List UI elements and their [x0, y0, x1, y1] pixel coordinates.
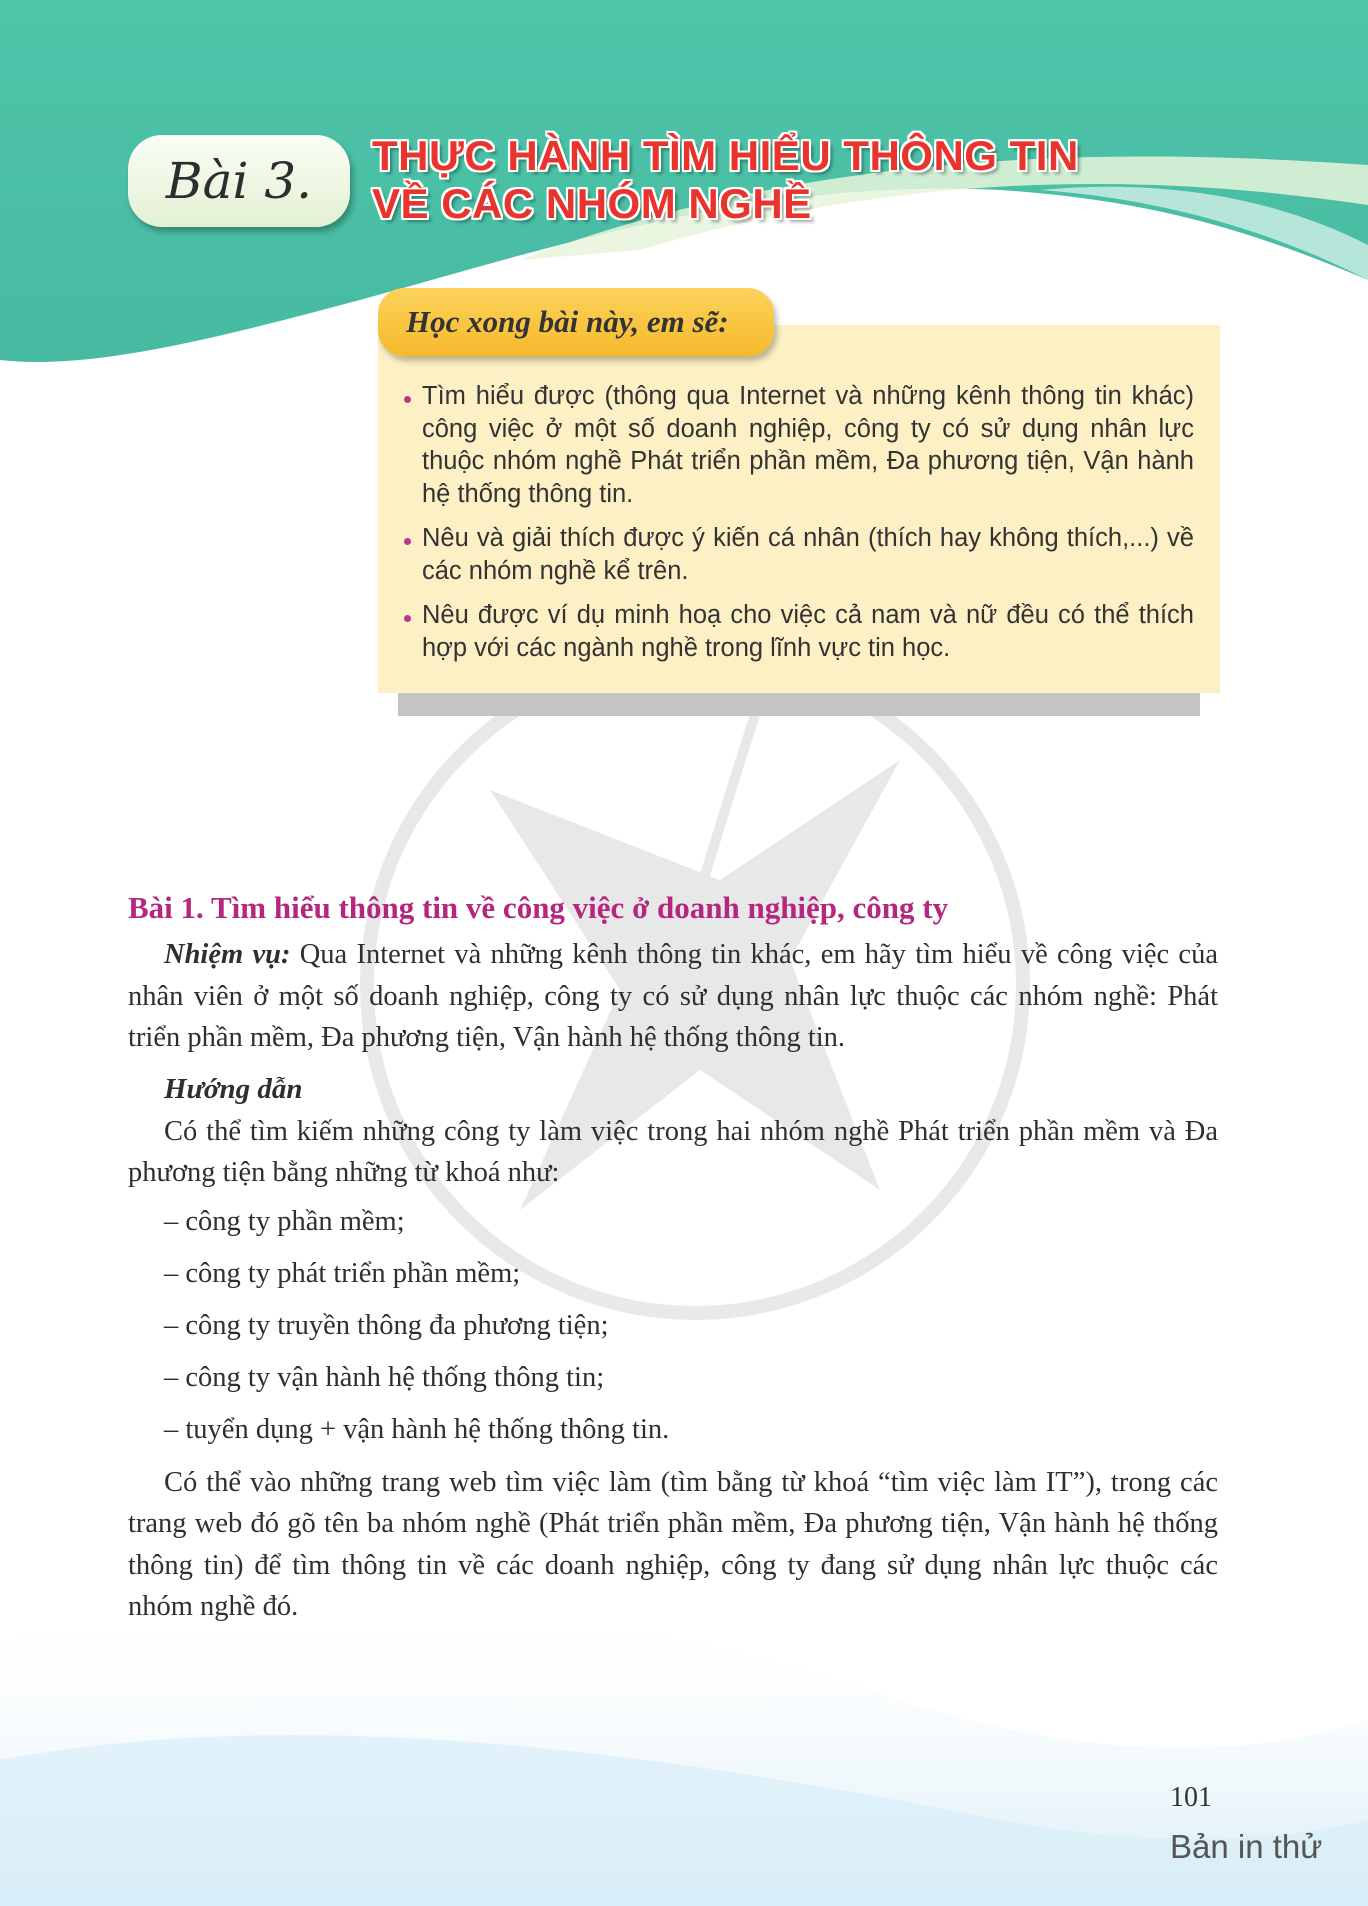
- keyword-item: – công ty phần mềm;: [164, 1205, 405, 1237]
- keyword-item: – công ty phát triển phần mềm;: [164, 1257, 521, 1289]
- objective-item: [404, 599, 1194, 664]
- task-text: Qua Internet và những kênh thông tin khác, em hãy tìm hiểu về công việc của nhân viên ở một số doanh nghiệp, công ty có sử dụng nhân lực thuộc các nhóm nghề: Phát triển phần mềm, Đa phương tiện, Vận hành hệ thống thông tin.: [128, 939, 1218, 1053]
- keyword-item: – tuyển dụng + vận hành hệ thống thông tin.: [164, 1413, 670, 1445]
- guide-intro: Có thể tìm kiếm những công ty làm việc trong hai nhóm nghề Phát triển phần mềm và Đa phương tiện bằng những từ khoá như:: [128, 1115, 1218, 1188]
- keyword-list: [128, 1196, 1218, 1456]
- lesson-label: Bài 3.: [165, 152, 313, 210]
- objective-item: [404, 380, 1194, 510]
- task-label: Nhiệm vụ:: [164, 939, 291, 970]
- guide-heading: Hướng dẫn: [164, 1072, 303, 1105]
- objectives-heading-text: Học xong bài này, em sẽ:: [406, 304, 729, 339]
- objective-item: [404, 522, 1194, 587]
- draft-label: Bản in thử: [1170, 1828, 1323, 1865]
- closing-paragraph: Có thể vào những trang web tìm việc làm (tìm bằng từ khoá “tìm việc làm IT”), trong các trang web đó gõ tên ba nhóm nghề (Phát triển phần mềm, Đa phương tiện, Vận hành hệ thống thông tin) để tìm thông tin về các doanh nghiệp, công ty đang sử dụng nhân lực thuộc các nhóm nghề đó.: [128, 1466, 1218, 1622]
- lesson-title: [372, 132, 1079, 228]
- task-paragraph: [128, 934, 1218, 1059]
- page-number: 101: [1170, 1782, 1212, 1813]
- bullet-icon: [404, 615, 411, 622]
- objectives-heading: [378, 288, 774, 356]
- objectives-list: [404, 380, 1194, 676]
- lesson-title-line-1: THỰC HÀNH TÌM HIỂU THÔNG TIN: [372, 132, 1079, 179]
- exercise-title: Bài 1. Tìm hiểu thông tin về công việc ở doanh nghiệp, công ty: [128, 890, 949, 925]
- bullet-icon: [404, 538, 411, 545]
- lesson-title-line-2: VỀ CÁC NHÓM NGHỀ: [372, 180, 812, 227]
- bullet-icon: [404, 396, 411, 403]
- objective-text: Nêu và giải thích được ý kiến cá nhân (thích hay không thích,...) về các nhóm nghề kể trên.: [422, 524, 1194, 585]
- keyword-item: – công ty truyền thông đa phương tiện;: [164, 1309, 609, 1341]
- objectives-box-shadow: [398, 692, 1200, 716]
- keyword-item: – công ty vận hành hệ thống thông tin;: [164, 1361, 605, 1393]
- objective-text: Nêu được ví dụ minh hoạ cho việc cả nam và nữ đều có thể thích hợp với các ngành nghề trong lĩnh vực tin học.: [422, 601, 1194, 662]
- lesson-number-badge: [128, 135, 350, 227]
- exercise-section: [128, 888, 1218, 1628]
- objective-text: Tìm hiểu được (thông qua Internet và những kênh thông tin khác) công việc ở một số doanh nghiệp, công ty có sử dụng nhân lực thuộc nhóm nghề Phát triển phần mềm, Đa phương tiện, Vận hành hệ thống thông tin.: [422, 382, 1194, 508]
